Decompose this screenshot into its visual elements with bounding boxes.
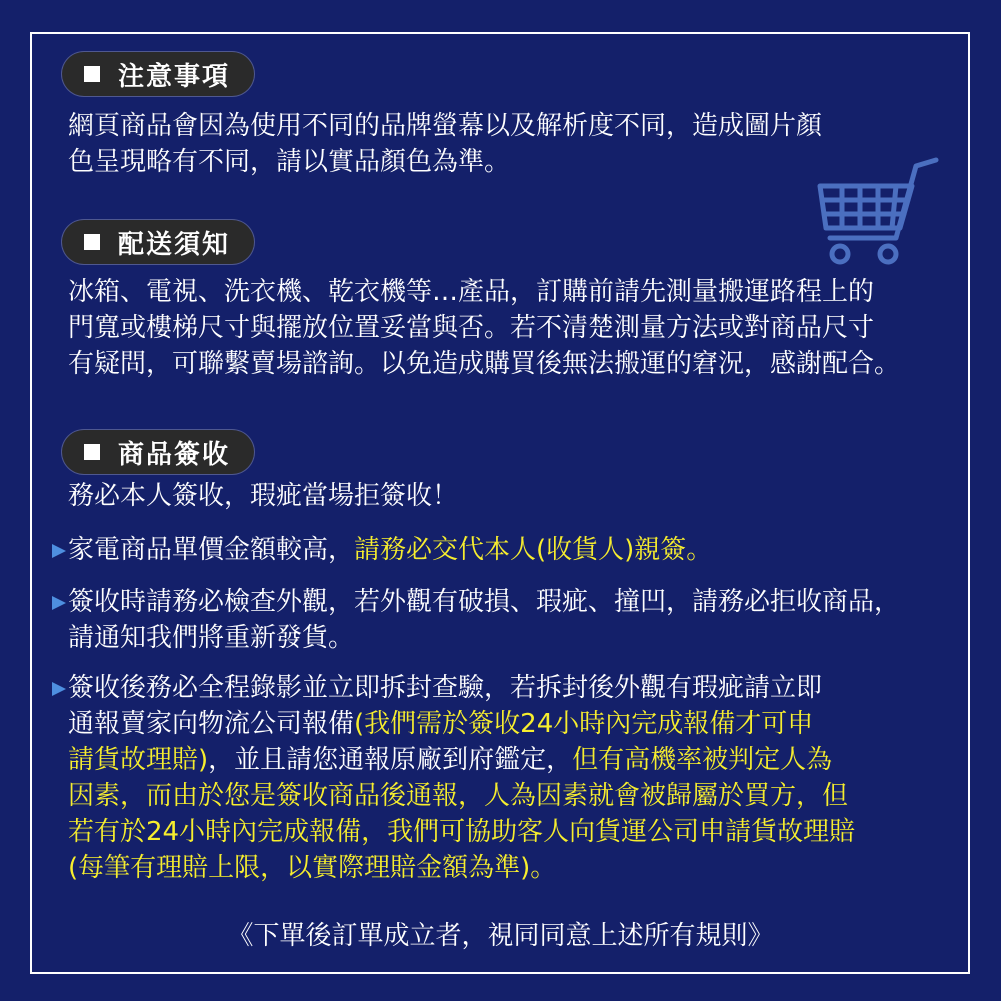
bullet-1-highlight: 請務必交代本人(收貨人)親簽。 [354, 535, 713, 565]
receipt-bullet-2 [68, 584, 948, 656]
bullet-3-highlight: (我們需於簽收24小時內完成報備才可申 [354, 709, 814, 739]
bullet-1-text: 家電商品單價金額較高， [68, 535, 355, 565]
bullet-3-highlight: (每筆有理賠上限，以實際理賠金額為準)。 [68, 853, 557, 883]
bullet-3-line: 簽收後務必全程錄影並立即拆封查驗，若拆封後外觀有瑕疵請立即 [68, 673, 823, 703]
receipt-heading [62, 430, 254, 474]
bullet-2-line: 請通知我們將重新發貨。 [68, 623, 355, 653]
square-icon [84, 234, 100, 250]
delivery-heading [62, 220, 254, 264]
triangle-bullet-icon [50, 680, 68, 698]
notice-heading [62, 52, 254, 96]
receipt-bullet-3 [68, 670, 948, 886]
bullet-3-highlight: 因素，而由於您是簽收商品後通報，人為因素就會被歸屬於買方，但 [68, 781, 849, 811]
delivery-line: 有疑問，可聯繫賣場諮詢。以免造成購買後無法搬運的窘況，感謝配合。 [68, 349, 901, 379]
triangle-bullet-icon [50, 594, 68, 612]
closing-statement: 《下單後訂單成立者，視同同意上述所有規則》 [227, 921, 774, 951]
delivery-text [68, 274, 948, 382]
delivery-heading-label: 配送須知 [118, 229, 231, 260]
receipt-bullet-1 [68, 532, 948, 568]
triangle-bullet-icon [50, 542, 68, 560]
receipt-intro [68, 478, 948, 514]
square-icon [84, 444, 100, 460]
receipt-intro-text: 務必本人簽收，瑕疵當場拒簽收！ [68, 481, 459, 511]
notice-line: 色呈現略有不同，請以實品顏色為準。 [68, 147, 511, 177]
notice-line: 網頁商品會因為使用不同的品牌螢幕以及解析度不同，造成圖片顏 [68, 111, 823, 141]
bullet-3-text: 通報賣家向物流公司報備 [68, 709, 355, 739]
bullet-3-highlight: 請貨故理賠) [68, 745, 209, 775]
receipt-heading-label: 商品簽收 [118, 439, 231, 470]
notice-heading-label: 注意事項 [118, 61, 231, 92]
bullet-3-text: ，並且請您通報原廠到府鑑定， [208, 745, 573, 775]
bullet-3-highlight: 若有於24小時內完成報備，我們可協助客人向貨運公司申請貨故理賠 [68, 817, 856, 847]
delivery-line: 門寬或樓梯尺寸與擺放位置妥當與否。若不清楚測量方法或對商品尺寸 [68, 313, 875, 343]
notice-text [68, 108, 948, 180]
bullet-3-highlight: 但有高機率被判定人為 [572, 745, 833, 775]
bullet-2-line: 簽收時請務必檢查外觀，若外觀有破損、瑕疵、撞凹，請務必拒收商品， [68, 587, 901, 617]
delivery-line: 冰箱、電視、洗衣機、乾衣機等…產品，訂購前請先測量搬運路程上的 [68, 277, 875, 307]
square-icon [84, 66, 100, 82]
